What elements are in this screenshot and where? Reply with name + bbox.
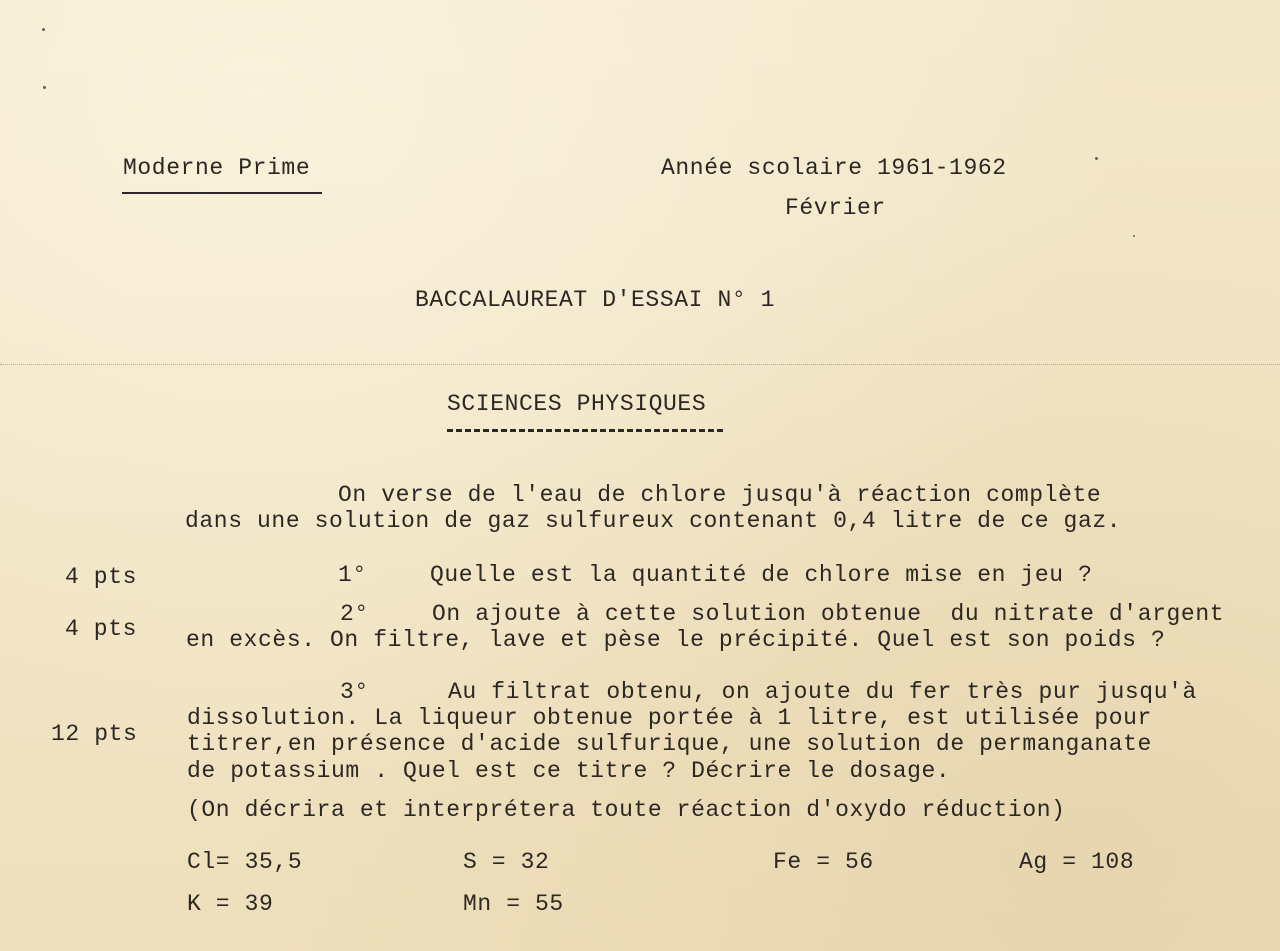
atomic-mass: Mn = 55 [463,891,564,917]
question-text: dissolution. La liqueur obtenue portée à 1 litre, est utilisée pour [187,705,1152,731]
question-text: Au filtrat obtenu, on ajoute du fer très pur jusqu'à [448,679,1197,705]
month: Février [785,195,886,221]
class-label: Moderne Prime [123,155,311,181]
question-text: Quelle est la quantité de chlore mise en jeu ? [430,562,1093,588]
question-number: 3° [340,679,369,705]
question-text: de potassium . Quel est ce titre ? Décrire le dosage. [187,758,951,784]
atomic-mass: S = 32 [463,849,550,875]
atomic-mass: K = 39 [187,891,274,917]
subject-title-underline [447,429,723,432]
exam-title: BACCALAUREAT D'ESSAI N° 1 [415,287,776,313]
intro-line: dans une solution de gaz sulfureux contenant 0,4 litre de ce gaz. [185,508,1122,534]
question-points: 12 pts [51,721,138,747]
question-text: en excès. On filtre, lave et pèse le précipité. Quel est son poids ? [186,627,1166,653]
question-number: 2° [340,601,369,627]
atomic-mass: Cl= 35,5 [187,849,303,875]
paper-speck [43,86,46,89]
question-points: 4 pts [65,564,138,590]
intro-line: On verse de l'eau de chlore jusqu'à réaction complète [338,482,1102,508]
school-year: Année scolaire 1961-1962 [661,155,1007,181]
question-text: On ajoute à cette solution obtenue du nitrate d'argent [432,601,1225,627]
subject-title: SCIENCES PHYSIQUES [447,391,707,417]
paper-speck [1133,235,1135,237]
instruction-note: (On décrira et interprétera toute réaction d'oxydo réduction) [187,797,1066,823]
atomic-mass: Ag = 108 [1019,849,1135,875]
question-text: titrer,en présence d'acide sulfurique, une solution de permanganate [187,731,1152,757]
paper-speck [42,28,45,31]
question-points: 4 pts [65,616,138,642]
atomic-mass: Fe = 56 [773,849,874,875]
paper-fold-line [0,364,1280,365]
question-number: 1° [338,562,367,588]
class-label-underline [122,192,322,194]
paper-speck [1095,157,1098,160]
